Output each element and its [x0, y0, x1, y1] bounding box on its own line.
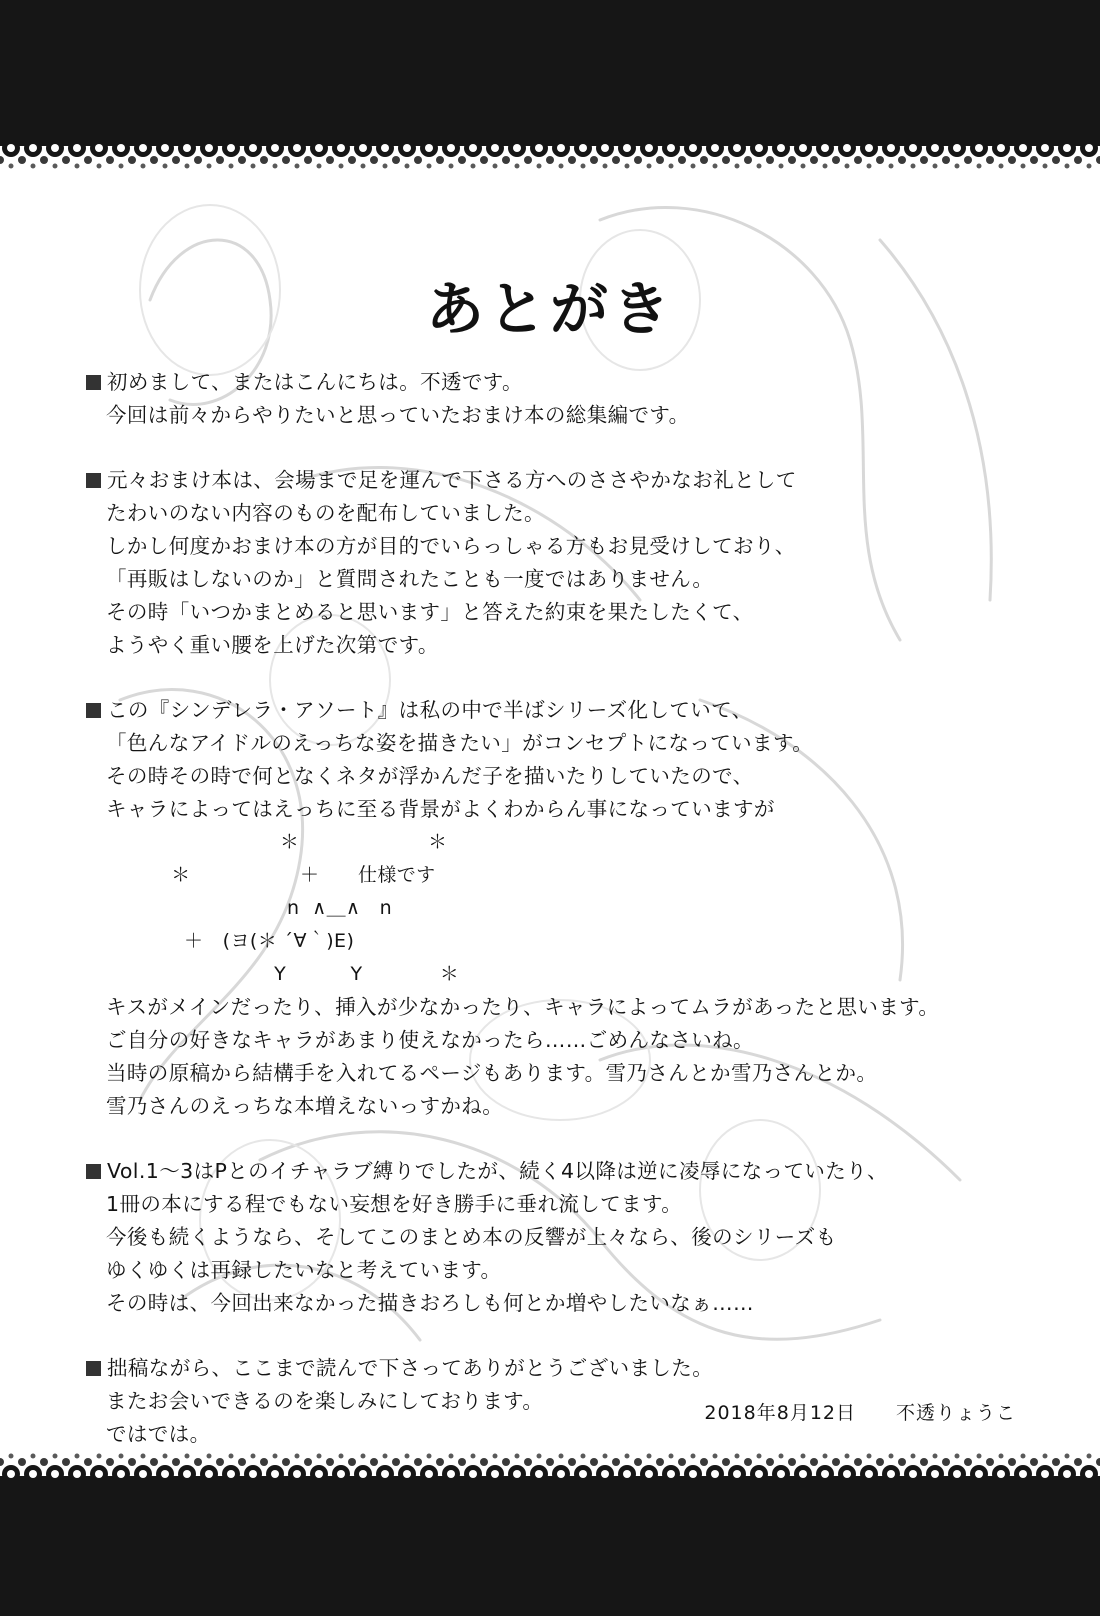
text-line: またお会いできるのを楽しみにしております。	[106, 1389, 544, 1413]
kaomoji-line: n ∧＿∧ n	[126, 897, 393, 919]
text-line: その時その時で何となくネタが浮かんだ子を描いたりしていたので、	[106, 764, 754, 788]
bottom-lace-border	[0, 1446, 1100, 1484]
text-line: その時は、今回出来なかった描きおろしも何とか増やしたいなぁ……	[106, 1291, 754, 1315]
kaomoji-line: ＊ ＋ 仕様です	[126, 864, 436, 886]
paragraph-1	[86, 366, 1046, 432]
text-line: 雪乃さんのえっちな本増えないっすかね。	[106, 1094, 504, 1118]
text-line: しかし何度かおまけ本の方が目的でいらっしゃる方もお見受けしており、	[106, 534, 796, 558]
text-line: ご自分の好きなキャラがあまり使えなかったら……ごめんなさいね。	[106, 1028, 754, 1052]
text-line: 今回は前々からやりたいと思っていたおまけ本の総集編です。	[106, 403, 690, 427]
text-line: ようやく重い腰を上げた次第です。	[106, 633, 439, 657]
top-dark-band	[0, 0, 1100, 142]
text-line: キスがメインだったり、挿入が少なかったり、キャラによってムラがあったと思います。	[106, 995, 940, 1019]
paragraph-4	[86, 1155, 1046, 1320]
text-line: 当時の原稿から結構手を入れてるページもあります。雪乃さんとか雪乃さんとか。	[106, 1061, 878, 1085]
bullet-square-icon	[86, 375, 101, 390]
text-line: この『シンデレラ・アソート』は私の中で半ばシリーズ化していて、	[107, 698, 753, 722]
text-line: たわいのない内容のものを配布していました。	[106, 501, 545, 525]
bullet-square-icon	[86, 703, 101, 718]
kaomoji-line: ＋ (ヨ(＊ ´∀｀)E)	[126, 930, 355, 952]
text-line: 1冊の本にする程でもない妄想を好き勝手に垂れ流してます。	[106, 1192, 683, 1216]
text-line: Vol.1～3はPとのイチャラブ縛りでしたが、続く4以降は逆に凌辱になっていたり、	[107, 1159, 888, 1183]
text-line: ゆくゆくは再録したいなと考えています。	[106, 1258, 502, 1282]
kaomoji-line: ＊ ＊	[106, 831, 448, 853]
text-line: 「再販はしないのか」と質問されたことも一度ではありません。	[106, 567, 714, 591]
afterword-body	[86, 366, 1046, 1483]
bullet-square-icon	[86, 473, 101, 488]
text-line: 「色んなアイドルのえっちな姿を描きたい」がコンセプトになっています。	[106, 731, 814, 755]
bullet-square-icon	[86, 1164, 101, 1179]
kaomoji-line: Y Y ＊	[126, 963, 460, 985]
bottom-dark-band	[0, 1482, 1100, 1616]
text-line: キャラによってはえっちに至る背景がよくわからん事になっていますが	[106, 797, 775, 821]
paragraph-3	[86, 694, 1046, 1123]
page-title: あとがき	[425, 275, 674, 343]
top-lace-border	[0, 138, 1100, 176]
text-line: 初めまして、またはこんにちは。不透です。	[107, 370, 523, 394]
text-line: 今後も続くようなら、そしてこのまとめ本の反響が上々なら、後のシリーズも	[106, 1225, 837, 1249]
signature-date: 2018年8月12日 不透りょうこ	[704, 1402, 1016, 1424]
text-line: ではでは。	[106, 1422, 211, 1446]
paragraph-2	[86, 464, 1046, 662]
bullet-square-icon	[86, 1361, 101, 1376]
text-line: 拙稿ながら、ここまで読んで下さってありがとうございました。	[107, 1356, 714, 1380]
text-line: 元々おまけ本は、会場まで足を運んで下さる方へのささやかなお礼として	[107, 468, 797, 492]
text-line: その時「いつかまとめると思います」と答えた約束を果たしたくて、	[106, 600, 754, 624]
kaomoji-art	[86, 826, 1046, 991]
